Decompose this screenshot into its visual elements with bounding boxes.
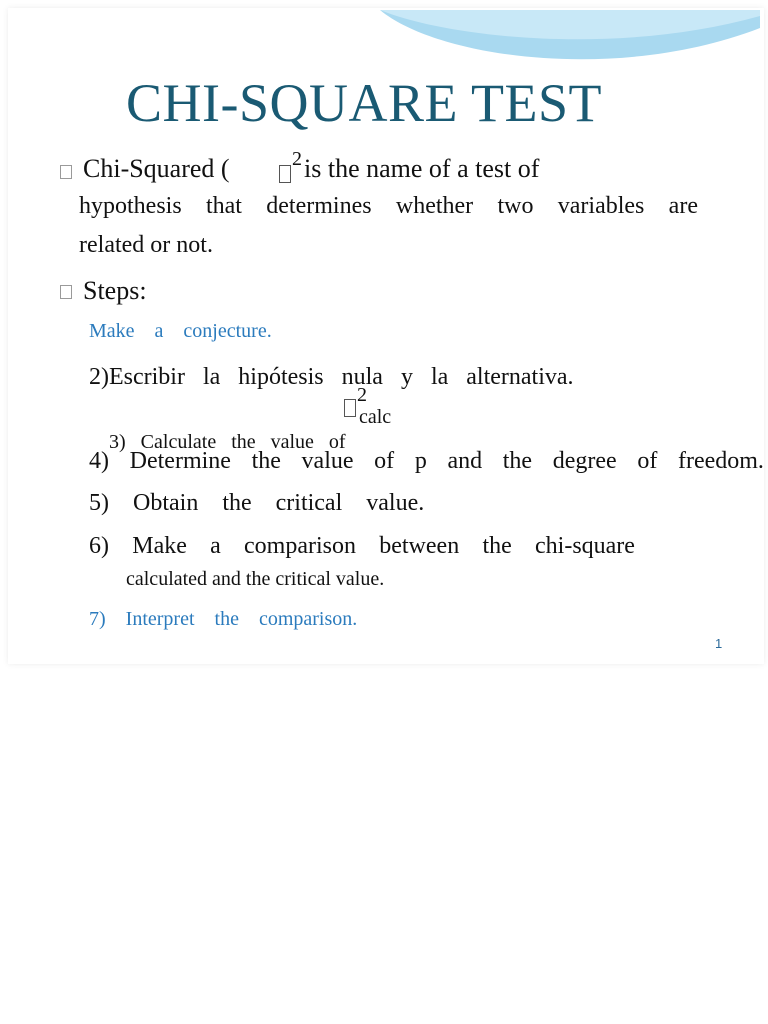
step-word: the [502,448,533,474]
steps-label: Steps: [83,276,147,305]
step-word: of [637,448,658,474]
intro-line-2 [79,193,698,220]
step-word: the [251,448,281,474]
step-5: 5) Obtain the critical value. [89,490,425,516]
step-word: a [210,533,221,559]
intro-line-3: related or not. [79,232,213,258]
step-word: Determine [129,448,231,474]
intro-word: variables [557,193,645,219]
slide-title: CHI-SQUARE TEST [126,73,603,133]
chi-symbol-placeholder-icon [279,165,291,183]
step-3-number: 3) [109,431,126,453]
slide [8,8,764,664]
intro-word: that [205,193,242,219]
step-word: p [414,448,427,474]
step-3-text: Calculate the value of [140,431,346,453]
step-word: and [447,448,483,474]
intro-lead-text: Chi-Squared ( [83,154,230,183]
step-word: 6) [89,533,109,559]
intro-word: determines [266,193,372,219]
decorative-wave [368,8,764,78]
bullet-icon [60,285,72,299]
intro-superscript: 2 [292,148,302,170]
step-6 [89,533,635,560]
step-6-continuation: calculated and the critical value. [126,568,385,590]
step-4 [89,448,764,475]
step-2: 2)Escribir la hipótesis nula y la alternativa. [89,364,574,390]
step-word: comparison [244,533,356,559]
step-1: Make a conjecture. [89,320,272,342]
page-number: 1 [715,636,723,651]
intro-word: two [497,193,534,219]
step-word: freedom. [677,448,764,474]
step-3-calc: calc [359,406,392,428]
step-7: 7) Interpret the comparison. [89,608,358,630]
step-word: degree [552,448,617,474]
bullet-icon [60,165,72,179]
step-word: Make [132,533,187,559]
intro-word: hypothesis [79,193,182,219]
step-word: 4) [89,448,109,474]
step-word: between [379,533,460,559]
step-word: value [301,448,354,474]
intro-word: are [668,193,698,219]
intro-lead [83,154,230,184]
step-word: the [482,533,512,559]
step-word: of [374,448,395,474]
intro-word: whether [395,193,474,219]
chi-symbol-placeholder-icon [344,399,356,417]
step-word: chi-square [535,533,635,559]
step-3-superscript: 2 [357,384,367,406]
intro-after: is the name of a test of [304,154,540,183]
